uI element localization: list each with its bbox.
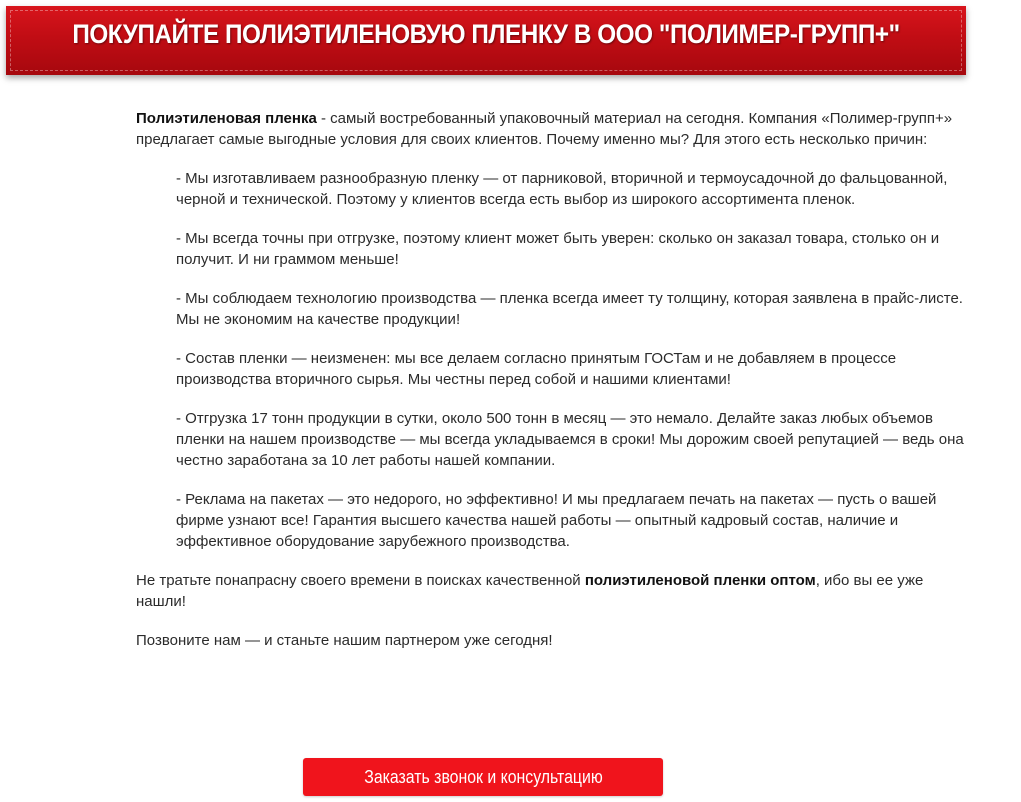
intro-bold-term: Полиэтиленовая пленка (136, 110, 317, 127)
list-item: - Состав пленки — неизменен: мы все делаем согласно принятым ГОСТам и не добавляем в процессе производства вторичного сырья. Мы честны перед собой и нашими клиентами! (176, 350, 897, 388)
intro-text: - самый востребованный упаковочный материал на сегодня. Компания «Полимер-групп+» предлагает самые выгодные условия для своих клиентов. Почему именно мы? Для этого есть несколько причин: (136, 110, 953, 148)
list-item: - Реклама на пакетах — это недорого, но эффективно! И мы предлагаем печать на пакетах — пусть о вашей фирме узнают все! Гарантия высшего качества нашей работы — опытный кадровый состав, наличие и эффективное оборудование зарубежного производства. (176, 491, 937, 550)
closing-text-before: Не тратьте понапрасну своего времени в поисках качественной (136, 572, 585, 589)
main-content (136, 108, 970, 669)
list-item: - Мы изготавливаем разнообразную пленку — от парниковой, вторичной и термоусадочной до фальцованной, черной и технической. Поэтому у клиентов всегда есть выбор из широкого ассортимента пленок. (176, 170, 948, 208)
reasons-list (136, 168, 970, 552)
list-item: - Мы соблюдаем технологию производства — пленка всегда имеет ту толщину, которая заявлена в прайс-листе. Мы не экономим на качестве продукции! (176, 290, 963, 328)
closing-text-after: , ибо вы ее уже нашли! (136, 572, 924, 610)
closing-paragraph (136, 570, 970, 612)
intro-paragraph (136, 108, 970, 150)
header-banner (6, 6, 966, 75)
order-call-button[interactable] (303, 758, 663, 796)
list-item: - Отгрузка 17 тонн продукции в сутки, около 500 тонн в месяц — это немало. Делайте заказ любых объемов пленки на нашем производстве — мы всегда укладываемся в сроки! Мы дорожим своей репутацией — ведь она честно заработана за 10 лет работы нашей компании. (176, 410, 964, 469)
order-call-button-label: Заказать звонок и консультацию (363, 767, 603, 787)
call-to-action-text: Позвоните нам — и станьте нашим партнером уже сегодня! (136, 632, 553, 649)
list-item: - Мы всегда точны при отгрузке, поэтому клиент может быть уверен: сколько он заказал товара, столько он и получит. И ни граммом меньше! (176, 230, 940, 268)
closing-bold-term: полиэтиленовой пленки оптом (584, 572, 816, 589)
page-title: ПОКУПАЙТЕ ПОЛИЭТИЛЕНОВУЮ ПЛЕНКУ В ООО "ПОЛИМЕР-ГРУПП+" (72, 19, 900, 49)
